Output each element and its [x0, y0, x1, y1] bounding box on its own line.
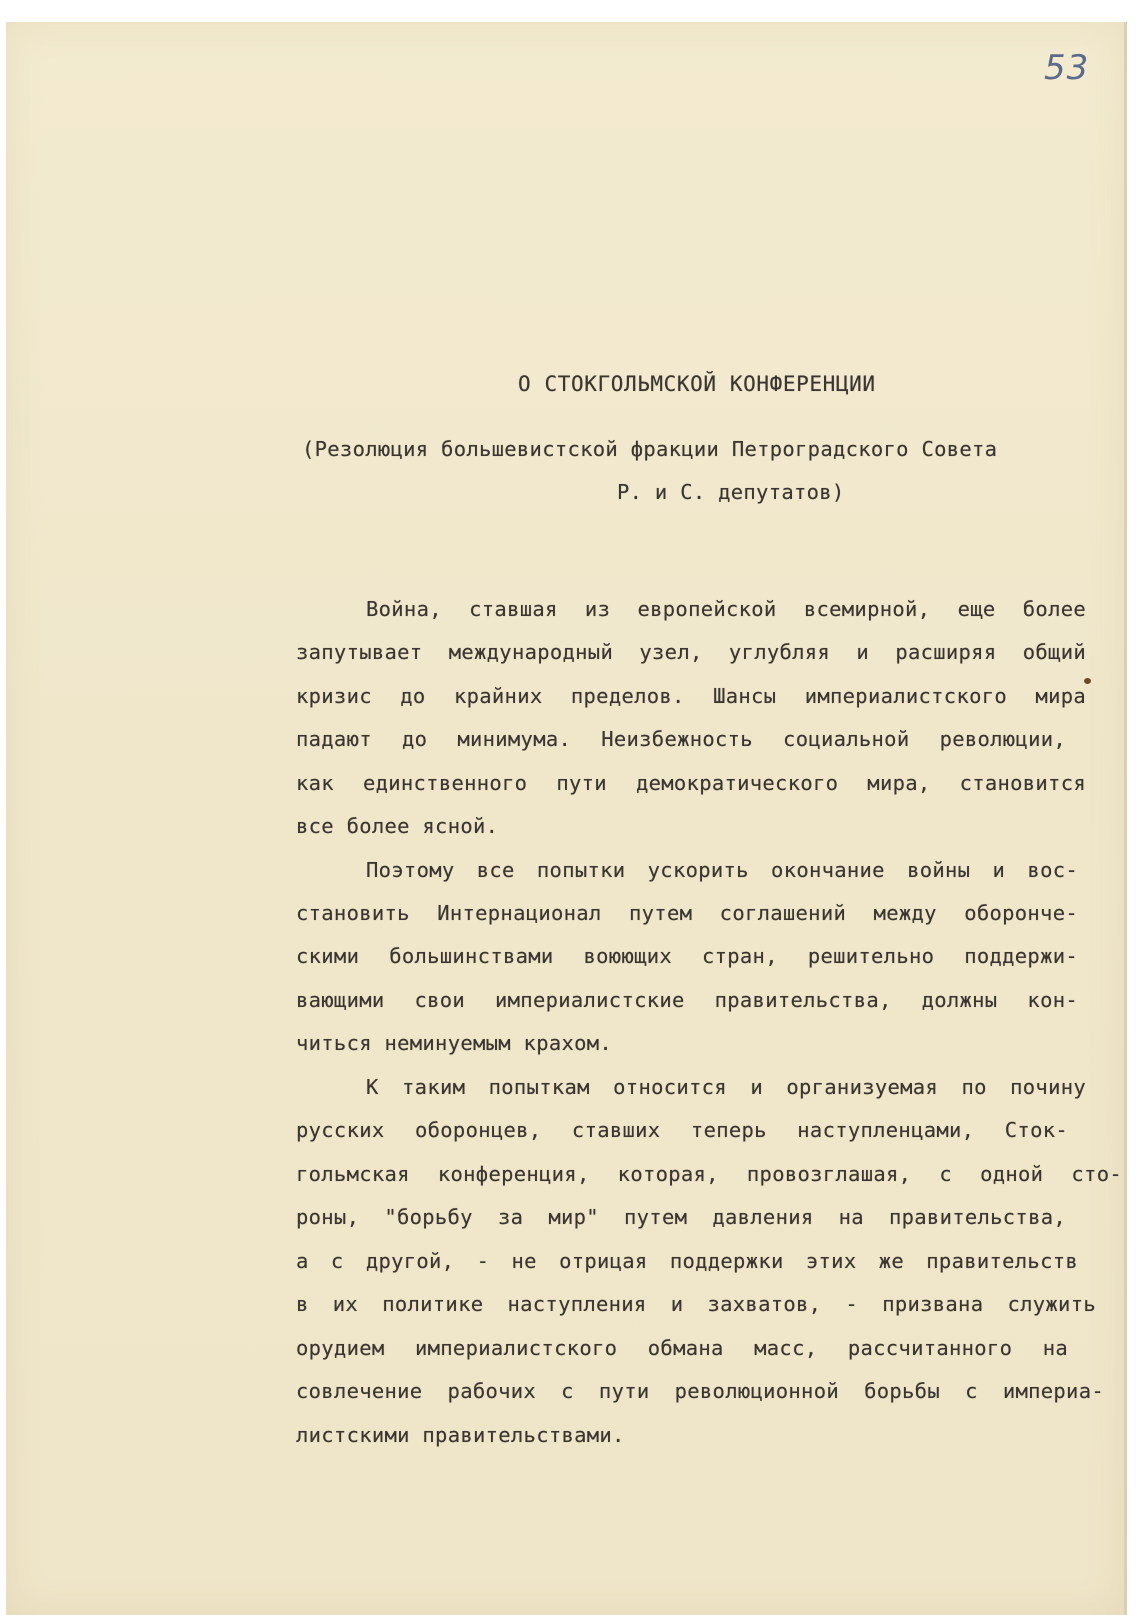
paper-sheet [6, 22, 1124, 1615]
text-line: а с другой, - не отрицая поддержки этих же правительств [296, 1249, 1078, 1273]
text-line: вающими свои империалистские правительства, должны кон- [296, 988, 1078, 1012]
paper-edge [1124, 22, 1127, 1615]
text-line: читься неминуемым крахом. [296, 1031, 613, 1055]
text-line: роны, "борьбу за мир" путем давления на правительства, [296, 1205, 1066, 1229]
text-line: листскими правительствами. [296, 1423, 625, 1447]
subtitle-line: Р. и С. депутатов) [617, 480, 845, 504]
text-line: кризис до крайних пределов. Шансы империалистского мира [296, 684, 1086, 708]
text-line: гольмская конференция, которая, провозглашая, с одной сто- [296, 1162, 1122, 1186]
text-line: русских оборонцев, ставших теперь наступленцами, Сток- [296, 1118, 1068, 1142]
folio-number: 53 [1044, 48, 1090, 88]
text-line: совлечение рабочих с пути революционной борьбы с империа- [296, 1379, 1104, 1403]
text-line: как единственного пути демократического мира, становится [296, 771, 1086, 795]
text-line: в их политике наступления и захватов, - призвана служить [296, 1292, 1096, 1316]
text-line: К таким попыткам относится и организуемая по почину [366, 1075, 1086, 1099]
subtitle-line: (Резолюция большевистской фракции Петроградского Совета [302, 437, 998, 461]
text-line: все более ясной. [296, 814, 499, 838]
ink-spot [1084, 678, 1091, 684]
text-line: Война, ставшая из европейской всемирной, еще более [366, 597, 1086, 621]
document-title: О СТОКГОЛЬМСКОЙ КОНФЕРЕНЦИИ [518, 372, 876, 396]
text-line: падают до минимума. Неизбежность социальной революции, [296, 727, 1066, 751]
text-line: становить Интернационал путем соглашений между оборонче- [296, 901, 1078, 925]
text-line: орудием империалистского обмана масс, рассчитанного на [296, 1336, 1068, 1360]
text-line: Поэтому все попытки ускорить окончание войны и вос- [366, 858, 1078, 882]
text-line: скими большинствами воюющих стран, решительно поддержи- [296, 944, 1078, 968]
text-line: запутывает международный узел, углубляя и расширяя общий [296, 640, 1086, 664]
